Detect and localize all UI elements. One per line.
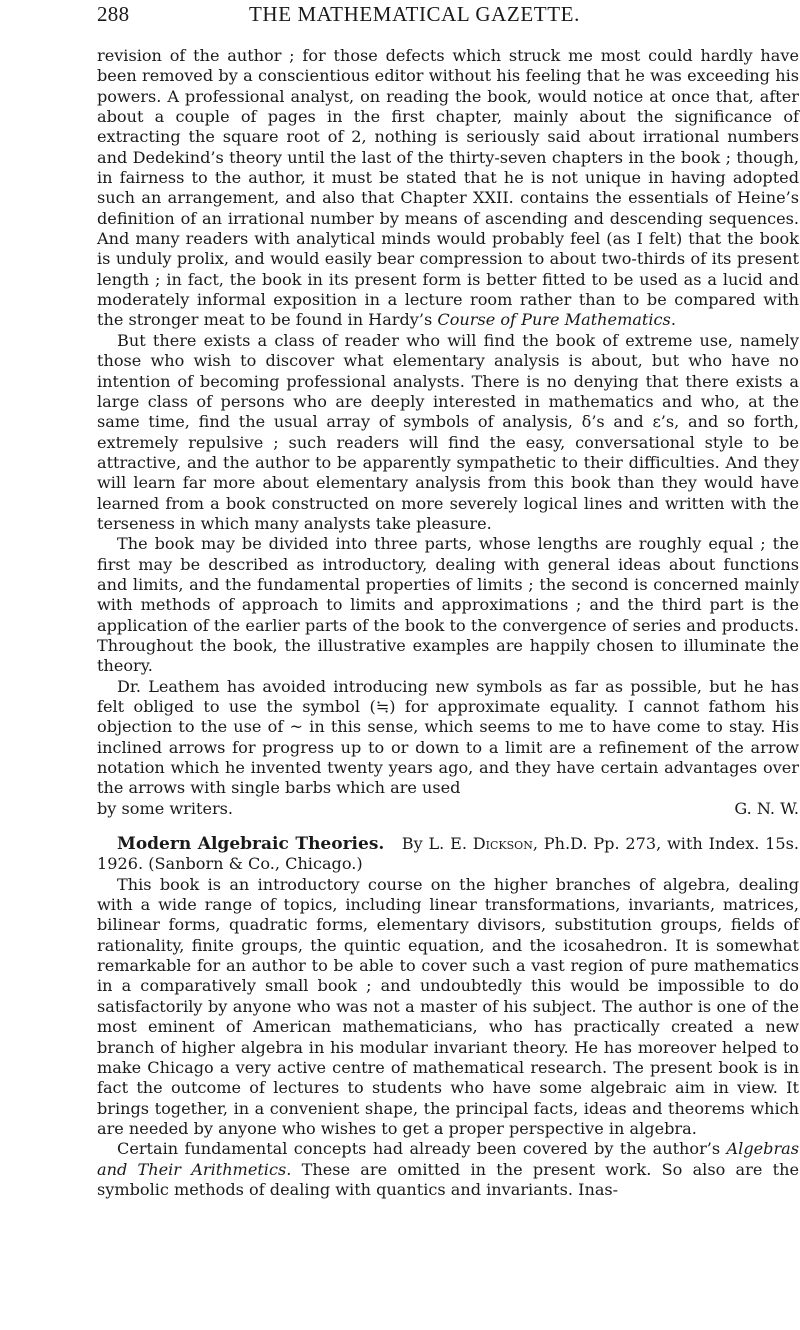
cited-book-title: Algebras and Their Arithmetics xyxy=(97,1139,799,1179)
cited-book-title: Course of Pure Mathematics xyxy=(437,310,671,330)
review-heading: Modern Algebraic Theories. By L. E. Dickson, Ph.D. Pp. 273, with Index. 15s. 1926. (Sanborn & Co., Chicago.) xyxy=(97,834,799,874)
reviewer-signature: G. N. W. xyxy=(734,798,799,818)
page-number: 288 xyxy=(97,2,130,26)
paragraph: Dr. Leathem has avoided introducing new symbols as far as possible, but he has felt obliged to use the symbol (≒) for approximate equality. I cannot fathom his objection to the use of ~ in this sense, which seems to me to have come to stay. His inclined arrows for progress up to or down to a limit are a refinement of the arrow notation which he invented twenty years ago, and they have certain advantages over the arrows with single barbs which are used xyxy=(97,676,799,798)
review-leathem-continued xyxy=(97,46,799,819)
book-title: Modern Algebraic Theories. xyxy=(117,834,385,855)
paragraph-last-line: by some writers. xyxy=(97,798,234,818)
author-name: Dickson xyxy=(472,834,533,854)
running-title: THE MATHEMATICAL GAZETTE. xyxy=(249,2,580,26)
paragraph: But there exists a class of reader who will find the book of extreme use, namely those who wish to discover what elementary analysis is about, but who have no intention of becoming professional analysts. There is no denying that there exists a large class of persons who are deeply interested in mathematics and who, at the same time, find the usual array of symbols of analysis, δ’s and ε’s, and so forth, extremely repulsive ; such readers will find the easy, conversational style to be attractive, and the author to be apparently sympathetic to their difficulties. And they will learn far more about elementary analysis from this book than they would have learned from a book constructed on more severely logical lines and written with the terseness in which many analysts take pleasure. xyxy=(97,330,799,533)
paragraph: The book may be divided into three parts, whose lengths are roughly equal ; the first may be described as introductory, dealing with general ideas about functions and limits, and the fundamental properties of limits ; the second is concerned mainly with methods of approach to limits and approximations ; and the third part is the application of the earlier parts of the book to the convergence of series and products. Throughout the book, the illustrative examples are happily chosen to illuminate the theory. xyxy=(97,534,799,676)
running-header xyxy=(97,2,799,28)
publication-details: , Ph.D. Pp. 273, with Index. 15s. 1926. (Sanborn & Co., Chicago.) xyxy=(97,834,799,874)
review-modern-algebraic-theories xyxy=(97,834,799,1200)
paragraph: This book is an introductory course on the higher branches of algebra, dealing with a wide range of topics, including linear transformations, invariants, matrices, bilinear forms, quadratic forms, elementary divisors, substitution groups, fields of rationality, finite groups, the quintic equation, and the icosahedron. It is somewhat remarkable for an author to be able to cover such a vast region of pure mathematics in a comparatively small book ; and undoubtedly this would be impossible to do satisfactorily by anyone who was not a master of his subject. The author is one of the most eminent of American mathematicians, who has practically created a new branch of higher algebra in his modular invariant theory. He has moreover helped to make Chicago a very active centre of mathematical research. The present book is in fact the outcome of lectures to students who have some algebraic aim in view. It brings together, in a convenient shape, the principal facts, ideas and theorems which are needed by anyone who wishes to get a proper perspective in algebra. xyxy=(97,874,799,1138)
paragraph: Certain fundamental concepts had already been covered by the author’s Algebras and Their Arithmetics. These are omitted in the present work. So also are the symbolic methods of dealing with quantics and invariants. Inas- xyxy=(97,1139,799,1199)
signature-line xyxy=(97,799,799,819)
paragraph: revision of the author ; for those defects which struck me most could hardly have been removed by a conscientious editor without his feeling that he was exceeding his powers. A professional analyst, on reading the book, would notice at once that, after about a couple of pages in the first chapter, mainly about the significance of extracting the square root of 2, nothing is seriously said about irrational numbers and Dedekind’s theory until the last of the thirty-seven chapters in the book ; though, in fairness to the author, it must be stated that he is not unique in having adopted such an arrangement, and also that Chapter XXII. contains the essentials of Heine’s definition of an irrational number by means of ascending and descending sequences. And many readers with analytical minds would probably feel (as I felt) that the book is unduly prolix, and would easily bear compression to about two-thirds of its present length ; in fact, the book in its present form is better fitted to be used as a lucid and moderately informal exposition in a lecture room rather than to be compared with the stronger meat to be found in Hardy’s Course of Pure Mathematics. xyxy=(97,46,799,330)
page-body xyxy=(97,46,799,1200)
